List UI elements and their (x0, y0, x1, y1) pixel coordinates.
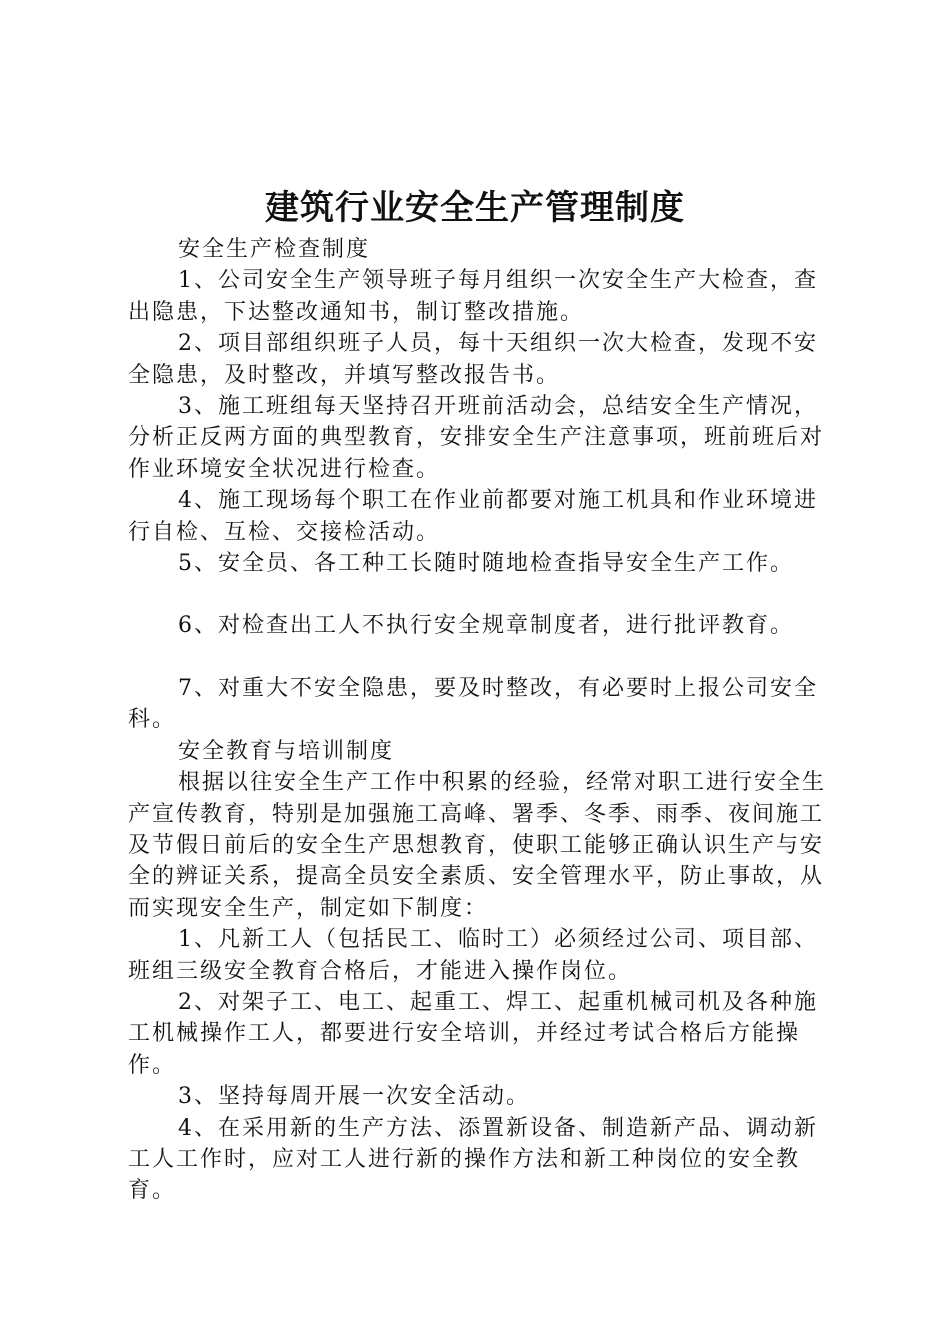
document-body (128, 234, 840, 1207)
section-heading-inspection: 安全生产检查制度 (178, 237, 371, 262)
paragraph: 3、施工班组每天坚持召开班前活动会，总结安全生产情况，分析正反两方面的典型教育，安排安全生产注意事项，班前班后对作业环境安全状况进行检查。 (128, 394, 825, 482)
paragraph: 3、坚持每周开展一次安全活动。 (178, 1084, 530, 1110)
paragraph: 2、对架子工、电工、起重工、焊工、起重机械司机及各种施工机械操作工人，都要进行安全培训，并经过考试合格后方能操作。 (128, 989, 818, 1078)
paragraph: 5、安全员、各工种工长随时随地检查指导安全生产工作。 (178, 551, 794, 577)
paragraph: 4、在采用新的生产方法、添置新设备、制造新产品、调动新工人工作时，应对工人进行新的操作方法和新工种岗位的安全教育。 (128, 1115, 818, 1204)
section-heading-training: 安全教育与培训制度 (178, 738, 395, 764)
paragraph: 6、对检查出工人不执行安全规章制度者，进行批评教育。 (178, 613, 794, 639)
paragraph: 根据以往安全生产工作中积累的经验，经常对职工进行安全生产宣传教育，特别是加强施工高峰、署季、冬季、雨季、夜间施工及节假日前后的安全生产思想教育，使职工能够正确认识生产与安全的辨证关系，提高全员安全素质、安全管理水平，防止事故，从而实现安全生产，制定如下制度： (128, 770, 827, 921)
paragraph: 4、施工现场每个职工在作业前都要对施工机具和作业环境进行自检、互检、交接检活动。 (128, 488, 818, 545)
paragraph: 2、项目部组织班子人员，每十天组织一次大检查，发现不安全隐患，及时整改，并填写整改报告书。 (128, 331, 818, 388)
paragraph: 7、对重大不安全隐患，要及时整改，有必要时上报公司安全科。 (128, 675, 818, 733)
paragraph: 1、公司安全生产领导班子每月组织一次安全生产大检查，查出隐患，下达整改通知书，制订整改措施。 (128, 268, 818, 325)
paragraph: 1、凡新工人（包括民工、临时工）必须经过公司、项目部、班组三级安全教育合格后，才能进入操作岗位。 (128, 927, 818, 984)
document-title: 建筑行业安全生产管理制度 (265, 188, 685, 228)
